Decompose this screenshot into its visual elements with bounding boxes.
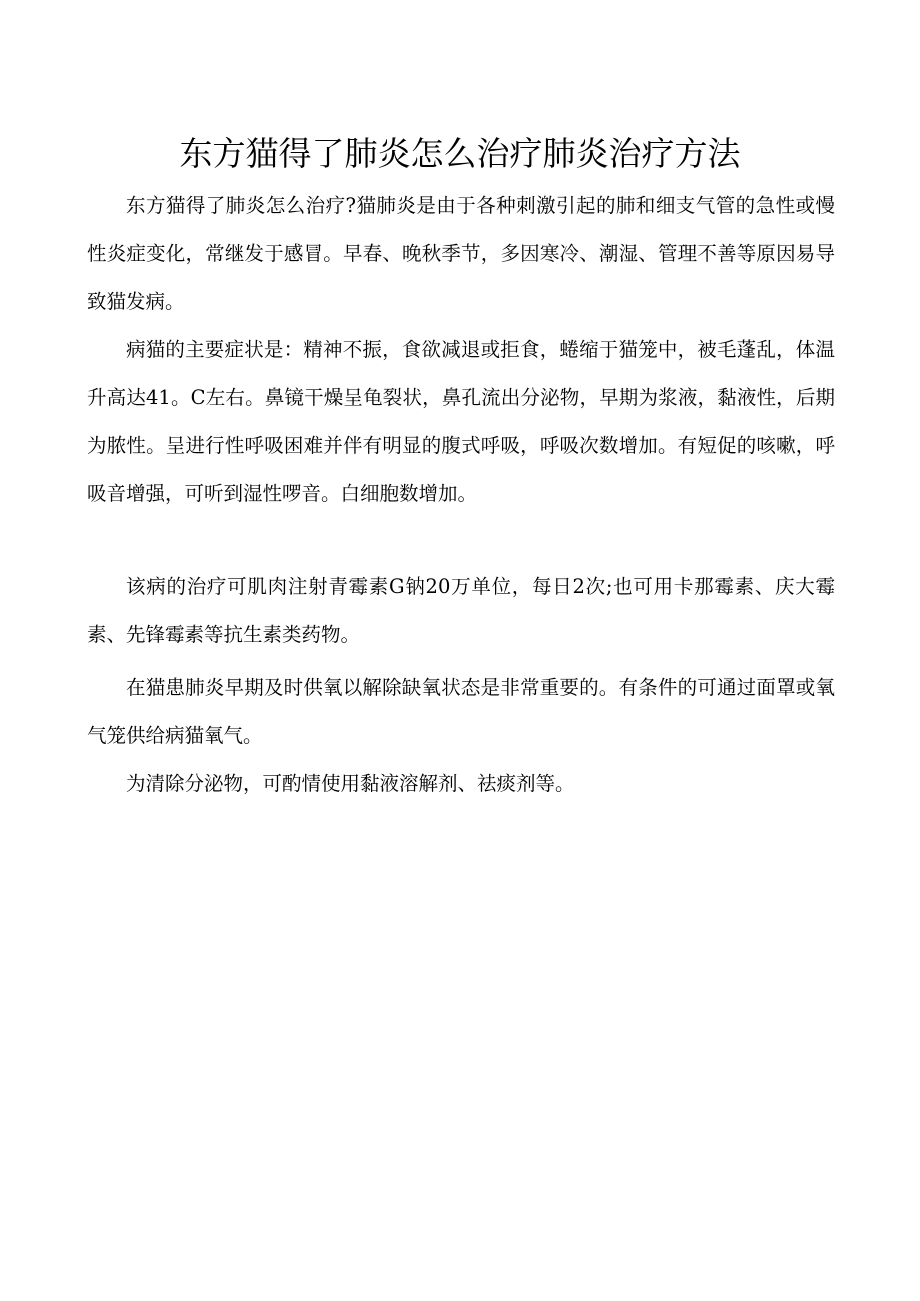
document-title: 东方猫得了肺炎怎么治疗肺炎治疗方法 — [179, 134, 741, 173]
paragraph-intro: 东方猫得了肺炎怎么治疗?猫肺炎是由于各种刺激引起的肺和细支气管的急性或慢性炎症变化，常继发于感冒。早春、晚秋季节，多因寒冷、潮湿、管理不善等原因易导致猫发病。 — [87, 194, 835, 313]
paragraph-oxygen-therapy: 在猫患肺炎早期及时供氧以解除缺氧状态是非常重要的。有条件的可通过面罩或氧气笼供给病猫氧气。 — [87, 676, 835, 747]
paragraph-symptoms: 病猫的主要症状是：精神不振，食欲减退或拒食，蜷缩于猫笼中，被毛蓬乱，体温升高达41。C左右。鼻镜干燥呈龟裂状，鼻孔流出分泌物，早期为浆液，黏液性，后期为脓性。呈进行性呼吸困难并伴有明显的腹式呼吸，呼吸次数增加。有短促的咳嗽，呼吸音增强，可听到湿性啰音。白细胞数增加。 — [87, 338, 835, 505]
paragraph-antibiotic-treatment: 该病的治疗可肌肉注射青霉素G钠20万单位，每日2次;也可用卡那霉素、庆大霉素、先锋霉素等抗生素类药物。 — [87, 575, 835, 646]
paragraph-secretion-clearance: 为清除分泌物，可酌情使用黏液溶解剂、祛痰剂等。 — [126, 772, 575, 795]
